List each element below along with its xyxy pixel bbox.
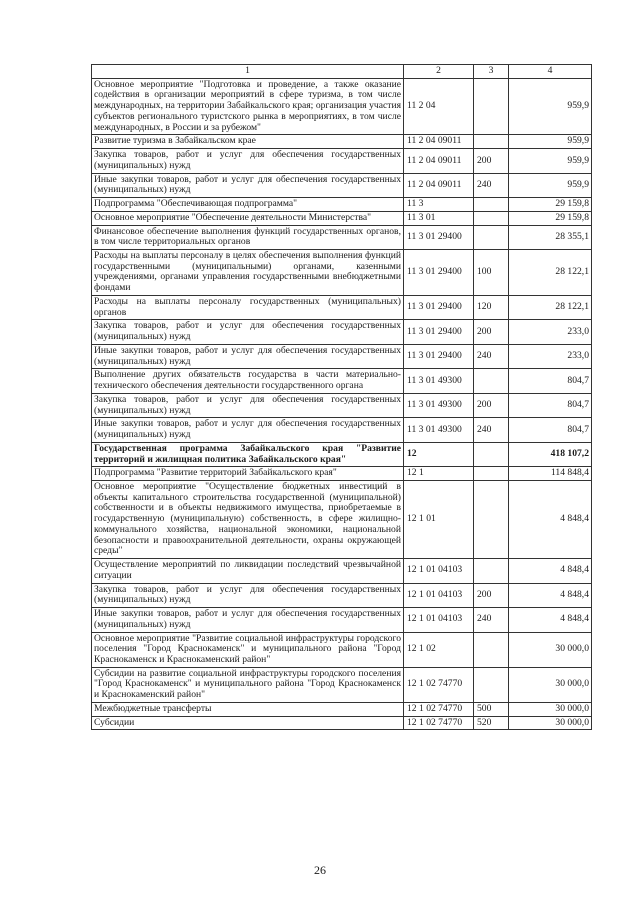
row-name: Иные закупки товаров, работ и услуг для обеспечения государственных (муниципальных) нужд (92, 608, 404, 632)
row-name: Закупка товаров, работ и услуг для обеспечения государственных (муниципальных) нужд (92, 393, 404, 417)
row-code: 12 1 02 74770 (404, 702, 474, 716)
row-name: Основное мероприятие "Осуществление бюджетных инвестиций в объекты капитального строительства государственной (муниципальной) собственности и в объекты недвижимого имущества, приобретаемые в государственную (муниципальную) собственность, в сфере жилищно-коммунального хозяйства, национальной экономики, национальной безопасности и правоохранительной деятельности, охраны окружающей среды" (92, 480, 404, 558)
row-expense-type (474, 667, 509, 702)
table-row (92, 467, 592, 481)
header-col-1: 1 (92, 65, 404, 79)
row-expense-type (474, 442, 509, 466)
row-expense-type (474, 211, 509, 225)
table-row (92, 225, 592, 249)
row-code: 11 3 01 49300 (404, 418, 474, 442)
table-row (92, 198, 592, 212)
row-expense-type: 500 (474, 702, 509, 716)
table-row (92, 583, 592, 607)
row-code: 11 3 01 29400 (404, 295, 474, 319)
row-code: 12 1 02 (404, 632, 474, 667)
table-row (92, 702, 592, 716)
table-row (92, 369, 592, 393)
row-code: 12 1 02 74770 (404, 667, 474, 702)
row-amount: 29 159,8 (509, 211, 592, 225)
row-name: Развитие туризма в Забайкальском крае (92, 135, 404, 149)
budget-table-body (92, 65, 592, 730)
row-amount: 233,0 (509, 320, 592, 344)
row-amount: 418 107,2 (509, 442, 592, 466)
row-expense-type: 240 (474, 344, 509, 368)
header-col-2: 2 (404, 65, 474, 79)
row-expense-type (474, 559, 509, 583)
row-amount: 804,7 (509, 418, 592, 442)
row-name: Подпрограмма "Обеспечивающая подпрограмма" (92, 198, 404, 212)
table-row (92, 480, 592, 558)
row-amount: 30 000,0 (509, 702, 592, 716)
row-expense-type: 100 (474, 250, 509, 296)
row-expense-type: 200 (474, 393, 509, 417)
header-col-3: 3 (474, 65, 509, 79)
row-expense-type (474, 632, 509, 667)
row-code: 12 1 01 (404, 480, 474, 558)
table-row (92, 608, 592, 632)
row-code: 11 3 01 49300 (404, 369, 474, 393)
budget-table (91, 64, 592, 730)
row-name: Основное мероприятие "Подготовка и проведение, а также оказание содействия в организации мероприятий в сфере туризма, в том числе международных, на территории Забайкальского края; организация участия субъектов регионального туристского рынка в мероприятиях, в том числе международных, в России и за рубежом" (92, 78, 404, 135)
row-code: 11 2 04 09011 (404, 173, 474, 197)
row-expense-type: 520 (474, 716, 509, 730)
table-row (92, 149, 592, 173)
row-expense-type (474, 369, 509, 393)
row-expense-type (474, 198, 509, 212)
row-code: 12 1 01 04103 (404, 583, 474, 607)
row-name: Иные закупки товаров, работ и услуг для обеспечения государственных (муниципальных) нужд (92, 344, 404, 368)
row-name: Подпрограмма "Развитие территорий Забайкальского края" (92, 467, 404, 481)
row-code: 11 3 01 49300 (404, 393, 474, 417)
row-amount: 804,7 (509, 369, 592, 393)
table-row (92, 320, 592, 344)
row-name: Осуществление мероприятий по ликвидации последствий чрезвычайной ситуации (92, 559, 404, 583)
table-row (92, 173, 592, 197)
row-code: 11 3 01 29400 (404, 320, 474, 344)
row-amount: 4 848,4 (509, 559, 592, 583)
row-amount: 4 848,4 (509, 480, 592, 558)
row-code: 12 1 02 74770 (404, 716, 474, 730)
header-col-4: 4 (509, 65, 592, 79)
table-row (92, 211, 592, 225)
row-amount: 233,0 (509, 344, 592, 368)
row-name: Субсидии (92, 716, 404, 730)
row-amount: 4 848,4 (509, 608, 592, 632)
row-expense-type (474, 480, 509, 558)
row-name: Закупка товаров, работ и услуг для обеспечения государственных (муниципальных) нужд (92, 583, 404, 607)
row-expense-type: 120 (474, 295, 509, 319)
row-expense-type (474, 467, 509, 481)
table-row (92, 344, 592, 368)
row-code: 11 3 01 29400 (404, 344, 474, 368)
row-expense-type: 240 (474, 418, 509, 442)
row-expense-type (474, 78, 509, 135)
row-name: Основное мероприятие "Обеспечение деятельности Министерства" (92, 211, 404, 225)
table-row (92, 559, 592, 583)
row-name: Межбюджетные трансферты (92, 702, 404, 716)
row-code: 11 3 01 (404, 211, 474, 225)
row-name: Иные закупки товаров, работ и услуг для обеспечения государственных (муниципальных) нужд (92, 418, 404, 442)
row-expense-type: 240 (474, 173, 509, 197)
table-row (92, 250, 592, 296)
row-amount: 29 159,8 (509, 198, 592, 212)
table-row (92, 295, 592, 319)
row-name: Выполнение других обязательств государства в части материально-технического обеспечения деятельности государственного органа (92, 369, 404, 393)
row-amount: 28 355,1 (509, 225, 592, 249)
row-amount: 959,9 (509, 135, 592, 149)
row-name: Государственная программа Забайкальского края "Развитие территорий и жилищная политика Забайкальского края" (92, 442, 404, 466)
row-amount: 959,9 (509, 78, 592, 135)
table-row (92, 78, 592, 135)
row-amount: 4 848,4 (509, 583, 592, 607)
row-amount: 959,9 (509, 149, 592, 173)
row-code: 12 (404, 442, 474, 466)
table-row (92, 393, 592, 417)
row-code: 11 2 04 09011 (404, 149, 474, 173)
row-expense-type: 240 (474, 608, 509, 632)
row-code: 11 3 (404, 198, 474, 212)
row-amount: 30 000,0 (509, 667, 592, 702)
row-code: 11 3 01 29400 (404, 250, 474, 296)
row-amount: 28 122,1 (509, 250, 592, 296)
header-row (92, 65, 592, 79)
row-amount: 959,9 (509, 173, 592, 197)
row-code: 12 1 01 04103 (404, 559, 474, 583)
row-code: 11 2 04 (404, 78, 474, 135)
row-name: Расходы на выплаты персоналу государственных (муниципальных) органов (92, 295, 404, 319)
row-name: Расходы на выплаты персоналу в целях обеспечения выполнения функций государственными (муниципальными) органами, казенными учреждениями, органами управления государственными внебюджетными фондами (92, 250, 404, 296)
table-row (92, 667, 592, 702)
row-expense-type: 200 (474, 583, 509, 607)
row-code: 12 1 (404, 467, 474, 481)
row-amount: 28 122,1 (509, 295, 592, 319)
row-expense-type (474, 135, 509, 149)
row-expense-type (474, 225, 509, 249)
row-code: 11 3 01 29400 (404, 225, 474, 249)
row-name: Субсидии на развитие социальной инфраструктуры городского поселения "Город Краснокаменск" и муниципального района "Город Краснокаменск и Краснокаменский район" (92, 667, 404, 702)
row-code: 12 1 01 04103 (404, 608, 474, 632)
row-name: Основное мероприятие "Развитие социальной инфраструктуры городского поселения "Город Краснокаменск" и муниципального района "Город Краснокаменск и Краснокаменский район" (92, 632, 404, 667)
table-row (92, 418, 592, 442)
table-row (92, 442, 592, 466)
row-code: 11 2 04 09011 (404, 135, 474, 149)
table-row (92, 716, 592, 730)
row-amount: 30 000,0 (509, 716, 592, 730)
page-number: 26 (314, 863, 326, 877)
row-name: Закупка товаров, работ и услуг для обеспечения государственных (муниципальных) нужд (92, 320, 404, 344)
row-expense-type: 200 (474, 149, 509, 173)
row-amount: 30 000,0 (509, 632, 592, 667)
row-expense-type: 200 (474, 320, 509, 344)
row-name: Иные закупки товаров, работ и услуг для обеспечения государственных (муниципальных) нужд (92, 173, 404, 197)
row-amount: 804,7 (509, 393, 592, 417)
table-row (92, 632, 592, 667)
row-name: Закупка товаров, работ и услуг для обеспечения государственных (муниципальных) нужд (92, 149, 404, 173)
row-amount: 114 848,4 (509, 467, 592, 481)
row-name: Финансовое обеспечение выполнения функций государственных органов, в том числе территориальных органов (92, 225, 404, 249)
table-row (92, 135, 592, 149)
